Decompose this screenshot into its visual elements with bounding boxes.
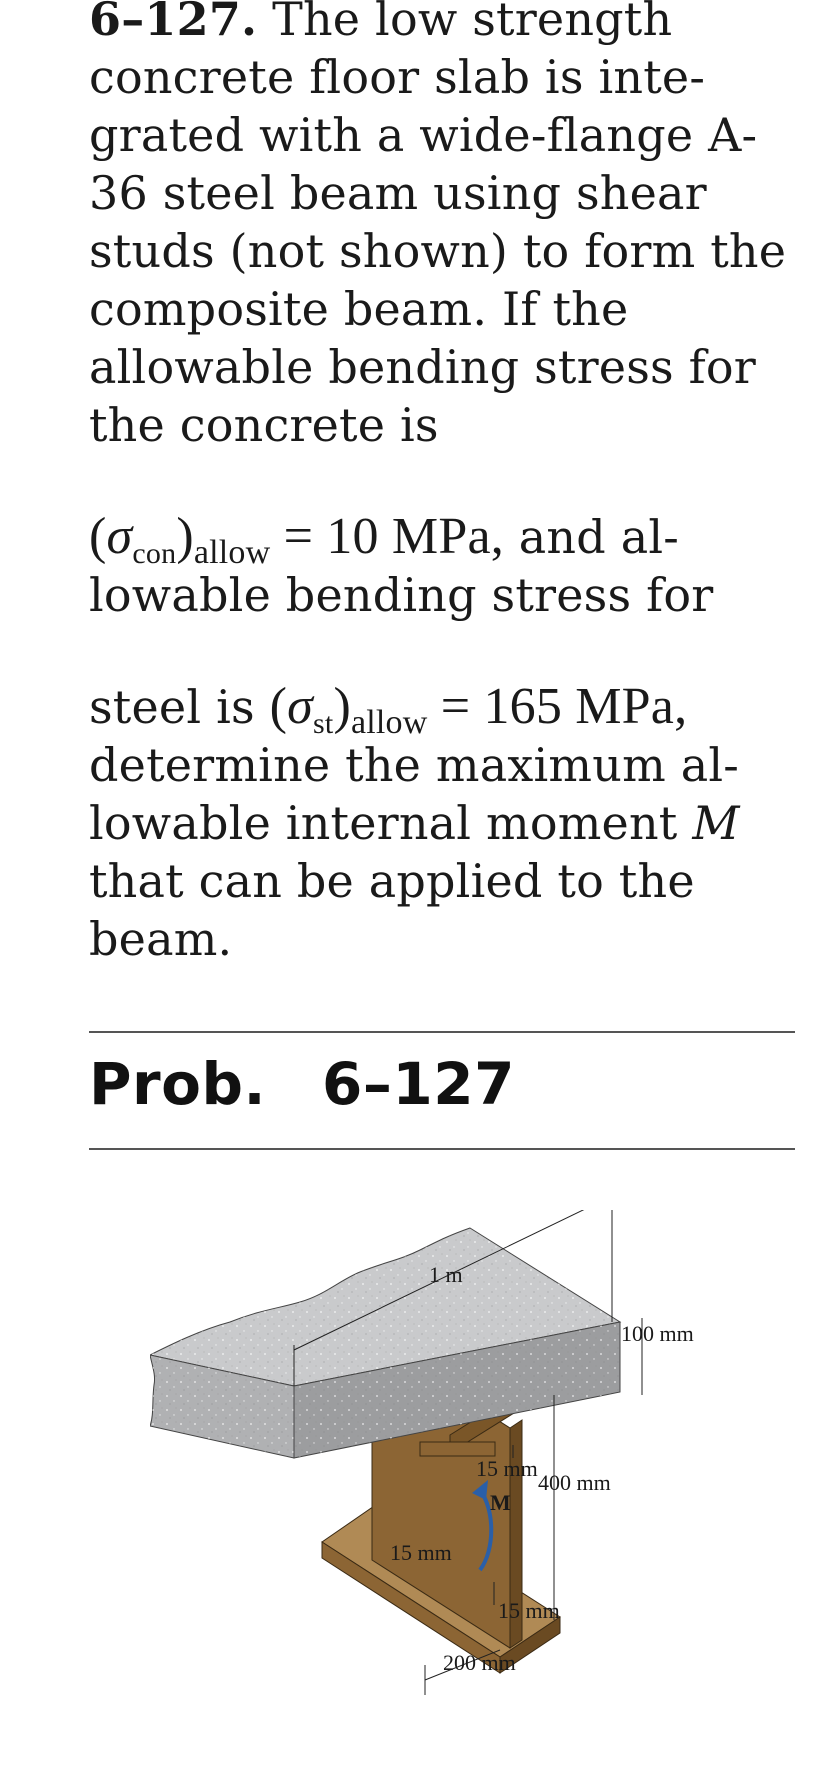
sub-con: con: [132, 537, 177, 570]
label-depth: 400 mm: [538, 1470, 611, 1495]
sigma-symbol: σ: [287, 678, 314, 735]
steel-allowable-stress: $(\sigma_{st})_{allow} = 165$ MPa,: [269, 678, 688, 741]
sub-st: st: [313, 707, 334, 740]
problem-intro: [89, 0, 789, 454]
concrete-stress-equation: [89, 508, 789, 624]
composite-beam-figure: [150, 1210, 800, 1770]
label-moment: M: [490, 1490, 511, 1515]
problem-intro-text: The low strength concrete floor slab is inte-grated with a wide-flange A-36 steel beam using shear studs (not shown) to form the composite beam. If the allowable bending stress for the concrete is: [89, 0, 787, 452]
problem-question-tail: that can be applied to the beam.: [89, 854, 695, 966]
caption-prefix: Prob.: [89, 1050, 267, 1118]
problem-question-text: determine the maximum al-lowable internal moment: [89, 738, 739, 850]
label-top-flange: 15 mm: [476, 1456, 538, 1481]
label-slab-thickness: 100 mm: [621, 1321, 694, 1346]
label-flange-width: 200 mm: [443, 1650, 516, 1675]
label-length: 1 m: [429, 1262, 463, 1287]
caption-rule-bottom: [89, 1148, 795, 1150]
sub-allow: allow: [193, 534, 271, 571]
concrete-stress-after: and al-lowable bending stress for: [89, 510, 714, 622]
steel-stress-before: steel is: [89, 680, 270, 734]
steel-stress-equation: [89, 678, 789, 968]
concrete-allowable-stress: $(\sigma_{con})_{allow} = 10$ MPa,: [89, 508, 504, 571]
caption-number: 6–127: [322, 1050, 515, 1118]
problem-statement: [89, 0, 789, 968]
caption-rule-top: [89, 1031, 795, 1033]
label-bottom-flange: 15 mm: [498, 1598, 560, 1623]
figure-caption: [89, 1050, 515, 1118]
sub-allow: allow: [350, 704, 428, 741]
moment-symbol: M: [692, 796, 740, 850]
problem-number: 6–127.: [89, 0, 258, 46]
steel-stress-value: = 165 MPa,: [427, 678, 688, 735]
concrete-stress-value: = 10 MPa,: [270, 508, 504, 565]
top-flange-underside: [420, 1442, 495, 1456]
sigma-symbol: σ: [106, 508, 133, 565]
label-web: 15 mm: [390, 1540, 452, 1565]
